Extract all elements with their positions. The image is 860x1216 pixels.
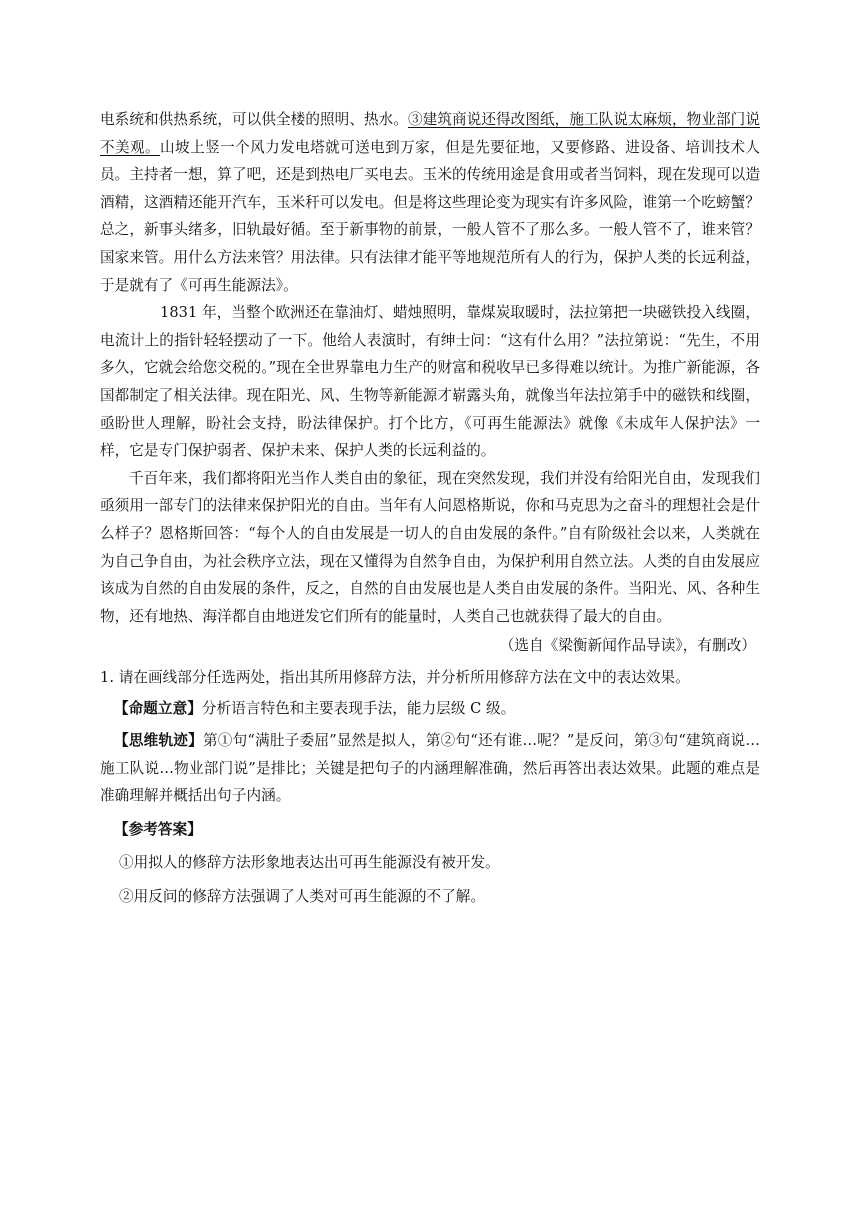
thought-label: 【思维轨迹】 xyxy=(114,732,203,750)
document-content xyxy=(100,106,760,911)
answer-label: 【参考答案】 xyxy=(114,820,202,838)
underlined-sentence-3: ③建筑商说还得改图纸，施工队说太麻烦，物业部门说不美观。 xyxy=(100,111,760,156)
passage-p1-continued: 山坡上竖一个风力发电塔就可送电到万家，但是先要征地，又要修路、进设备、培训技术人员。主持者一想，算了吧，还是到热电厂买电去。玉米的传统用途是食用或者当饲料，现在发现可以造酒精，这酒精还能开汽车，玉米秆可以发电。但是将这些理论变为现实有许多风险，谁第一个吃螃蟹？总之，新事头绪多，旧轨最好循。至于新事物的前景，一般人管不了那么多。一般人管不了，谁来管？国家来管。用什么方法来管？用法律。只有法律才能平等地规范所有人的行为，保护人类的长远利益，于是就有了《可再生能源法》。 xyxy=(100,138,760,294)
answer-item-1: ①用拟人的修辞方法形象地表达出可再生能源没有被开发。 xyxy=(119,854,500,872)
thought-text: 第①句“满肚子委屈”显然是拟人，第②句“还有谁…呢？”是反问，第③句“建筑商说…施工队说…物业部门说”是排比；关键是把句子的内涵理解准确，然后再答出表达效果。此题的难点是准确理解并概括出句子内涵。 xyxy=(100,732,760,805)
passage-paragraph-1 xyxy=(100,106,760,299)
intent-label: 【命题立意】 xyxy=(114,700,202,718)
passage-paragraph-3: 千百年来，我们都将阳光当作人类自由的象征，现在突然发现，我们并没有给阳光自由，发现我们亟须用一部专门的法律来保护阳光的自由。当年有人问恩格斯说，你和马克思为之奋斗的理想社会是什么样子？恩格斯回答：“每个人的自由发展是一切人的自由发展的条件。”自有阶级社会以来，人类就在为自己争自由，为社会秩序立法，现在又懂得为自然争自由，为保护利用自然立法。人类的自由发展应该成为自然的自由发展的条件，反之，自然的自由发展也是人类自由发展的条件。当阳光、风、各种生物，还有地热、海洋都自由地迸发它们所有的能量时，人类自己也就获得了最大的自由。 xyxy=(100,469,760,625)
question-intent xyxy=(100,695,760,723)
passage-paragraph-2: 1831 年，当整个欧洲还在靠油灯、蜡烛照明，靠煤炭取暖时，法拉第把一块磁铁投入线圈，电流计上的指针轻轻摆动了一下。他给人表演时，有绅士问：“这有什么用？”法拉第说：“先生，不用多久，它就会给您交税的。”现在全世界靠电力生产的财富和税收早已多得难以统计。为推广新能源，各国都制定了相关法律。现在阳光、风、生物等新能源才崭露头角，就像当年法拉第手中的磁铁和线圈，亟盼世人理解，盼社会支持，盼法律保护。打个比方，《可再生能源法》就像《未成年人保护法》一样，它是专门保护弱者、保护未来、保护人类的长远利益的。 xyxy=(100,304,760,460)
question-thought xyxy=(100,727,760,810)
question-1: 1. 请在画线部分任选两处，指出其所用修辞方法，并分析所用修辞方法在文中的表达效果。 xyxy=(100,668,690,686)
intent-text: 分析语言特色和主要表现手法，能力层级 C 级。 xyxy=(201,700,516,718)
answer-item-2: ②用反问的修辞方法强调了人类对可再生能源的不了解。 xyxy=(119,888,486,906)
source-citation: （选自《梁衡新闻作品导读》，有删改） xyxy=(499,637,756,655)
passage-p1-text: 电系统和供热系统，可以供全楼的照明、热水。 xyxy=(100,111,409,128)
